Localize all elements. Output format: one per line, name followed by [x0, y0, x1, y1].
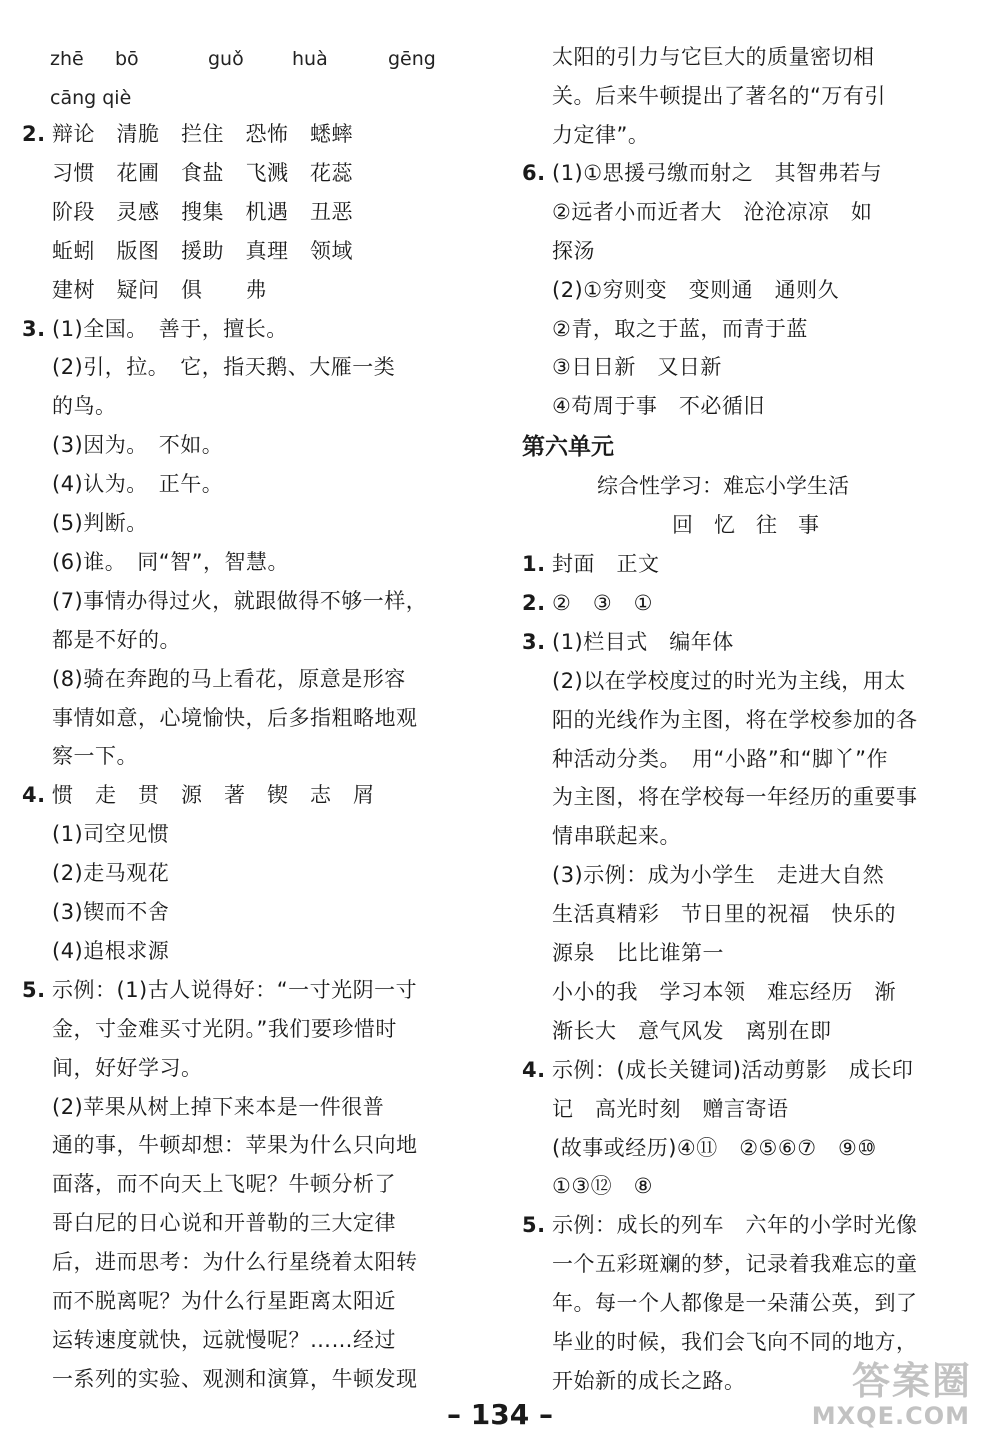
answer-line — [22, 858, 169, 888]
answer-text: (2)引，拉。 它，指天鹅、大雁一类 — [52, 355, 396, 380]
answer-line — [22, 158, 353, 188]
page-number: – 134 – — [447, 1398, 553, 1431]
pinyin: zhē — [50, 48, 84, 70]
answer-text: (8)骑在奔跑的马上看花，原意是形容 — [52, 666, 406, 691]
answer-line — [522, 1016, 832, 1046]
answer-text: ② ③ ① — [552, 590, 653, 615]
question-number: 3. — [522, 629, 546, 654]
answer-text: 阳的光线作为主图，将在学校参加的各 — [552, 707, 918, 732]
answer-text: ②青，取之于蓝，而青于蓝 — [552, 316, 808, 341]
question-number: 5. — [22, 977, 46, 1002]
answer-line — [522, 705, 918, 735]
watermark-url: MXQE.COM — [811, 1402, 970, 1430]
answer-text: 小小的我 学习本领 难忘经历 渐 — [552, 979, 896, 1004]
question-number: 1. — [522, 552, 546, 576]
answer-text: 关。后来牛顿提出了著名的“万有引 — [552, 83, 886, 108]
answer-text: (2)①穷则变 变则通 通则久 — [552, 277, 840, 302]
answer-line — [22, 819, 169, 849]
answer-text: 太阳的引力与它巨大的质量密切相 — [552, 45, 875, 69]
answer-text: 示例：成长的列车 六年的小学时光像 — [552, 1213, 918, 1238]
answer-text: 面落，而不向天上飞呢？牛顿分析了 — [52, 1172, 396, 1197]
answer-text: (2)苹果从树上掉下来本是一件很普 — [52, 1094, 385, 1119]
answer-line — [22, 1286, 396, 1316]
answer-line — [22, 119, 353, 149]
answer-line — [22, 741, 138, 771]
answer-text: 毕业的时候，我们会飞向不同的地方， — [552, 1330, 918, 1354]
answer-line — [522, 1210, 918, 1240]
answer-line — [22, 430, 223, 460]
answer-text: (1)司空见惯 — [52, 822, 170, 847]
answer-line — [522, 977, 896, 1007]
answer-text: (1)全国。 善于，擅长。 — [52, 316, 288, 341]
answer-text: 蚯蚓 版图 援助 真理 领域 — [52, 238, 353, 263]
answer-text: 力定律”。 — [552, 122, 650, 147]
answer-line — [522, 821, 681, 851]
answer-line — [22, 1053, 203, 1083]
answer-line — [522, 899, 896, 929]
answer-text: 阶段 灵感 搜集 机遇 丑恶 — [52, 199, 353, 224]
answer-line — [22, 625, 181, 655]
answer-text: 辩论 清脆 拦住 恐怖 蟋蟀 — [52, 122, 353, 146]
answer-line — [22, 508, 148, 538]
answer-text: 惯 走 贯 源 著 锲 志 屑 — [52, 783, 375, 808]
answer-line — [22, 1325, 396, 1355]
answer-text: 而不脱离呢？为什么行星距离太阳近 — [52, 1289, 396, 1313]
watermark-logo — [792, 1350, 972, 1434]
sub-title: 回 忆 往 事 — [672, 513, 819, 537]
answer-text: 种活动分类。 用“小路”和“脚丫”作 — [552, 746, 889, 771]
answer-text: (1)栏目式 编年体 — [552, 629, 734, 654]
answer-line — [522, 1055, 913, 1085]
answer-text: 一个五彩斑斓的梦，记录着我难忘的童 — [552, 1252, 918, 1277]
answer-line — [522, 1288, 918, 1318]
answer-line — [22, 391, 117, 421]
answer-text: 年。每一个人都像是一朵蒲公英，到了 — [552, 1291, 918, 1316]
answer-text: (2)以在学校度过的时光为主线，用太 — [552, 668, 906, 693]
answer-line — [22, 975, 417, 1005]
answer-text: 哥白尼的日心说和开普勒的三大定律 — [52, 1211, 396, 1236]
answer-text: ④苟周于事 不必循旧 — [552, 394, 765, 419]
answer-line — [522, 744, 888, 774]
answer-line — [22, 236, 353, 266]
answer-text: 后，进而思考：为什么行星绕着太阳转 — [52, 1250, 418, 1275]
pinyin: huà — [292, 48, 328, 70]
answer-text: 习惯 花圃 食盐 飞溅 花蕊 — [52, 160, 353, 185]
answer-text: 示例：(成长关键词)活动剪影 成长印 — [552, 1057, 914, 1082]
answer-line — [22, 936, 169, 966]
question-number: 3. — [22, 316, 46, 341]
pinyin: guǒ — [208, 48, 244, 70]
answer-text: (3)因为。 不如。 — [52, 433, 224, 458]
answer-text: 情串联起来。 — [552, 824, 681, 849]
answer-text: 源泉 比比谁第一 — [552, 941, 724, 965]
answer-line — [522, 860, 884, 890]
answer-line — [522, 275, 839, 305]
answer-text: 都是不好的。 — [52, 627, 181, 652]
answer-text: 示例：(1)古人说得好：“一寸光阴一寸 — [52, 977, 418, 1002]
answer-text: (3)示例：成为小学生 走进大自然 — [552, 863, 885, 888]
question-number: 2. — [522, 590, 546, 615]
answer-text: 金，寸金难买寸光阴。”我们要珍惜时 — [52, 1016, 397, 1041]
answer-text: 建树 疑问 俱 弗 — [52, 277, 267, 302]
answer-text: 通的事，牛顿却想：苹果为什么只向地 — [52, 1133, 418, 1158]
answer-line — [22, 197, 353, 227]
answer-text: 封面 正文 — [552, 552, 660, 576]
answer-line — [22, 897, 169, 927]
answer-text: (4)认为。 正午。 — [52, 472, 224, 497]
answer-text: (1)①思援弓缴而射之 其智弗若与 — [552, 161, 883, 186]
answer-text: (5)判断。 — [52, 511, 148, 535]
answer-line — [522, 549, 660, 579]
pinyin-row-2: cāng qiè — [50, 87, 132, 109]
answer-line — [522, 938, 724, 968]
pinyin: gēng — [388, 48, 436, 70]
answer-text: ①③⑫ ⑧ — [552, 1174, 653, 1199]
question-number: 6. — [522, 161, 546, 186]
answer-line — [22, 1169, 396, 1199]
answer-line — [22, 1247, 418, 1277]
answer-line — [522, 588, 653, 618]
answer-text: ③日日新 又日新 — [552, 355, 722, 380]
answer-line — [522, 42, 875, 72]
answer-line — [522, 314, 808, 344]
answer-line — [22, 664, 406, 694]
section-title: 综合性学习：难忘小学生活 — [597, 474, 849, 498]
answer-line — [522, 81, 886, 111]
answer-line — [22, 352, 395, 382]
answer-text: 事情如意，心境愉快，后多指粗略地观 — [52, 705, 418, 730]
answer-line — [522, 1171, 653, 1201]
answer-line — [22, 1130, 418, 1160]
question-number: 4. — [522, 1057, 546, 1082]
answer-text: (6)谁。 同“智”，智慧。 — [52, 549, 290, 574]
watermark-text: 答案圈 — [851, 1359, 972, 1403]
answer-line — [22, 314, 288, 344]
answer-text: 记 高光时刻 赠言寄语 — [552, 1096, 789, 1121]
question-number: 5. — [522, 1213, 546, 1238]
answer-line — [522, 197, 872, 227]
answer-text: 运转速度就快，远就慢呢？……经过 — [52, 1327, 396, 1352]
answer-line — [522, 158, 882, 188]
answer-line — [22, 469, 223, 499]
answer-text: 一系列的实验、观测和演算，牛顿发现 — [52, 1366, 418, 1391]
answer-line — [522, 627, 734, 657]
answer-text: (故事或经历)④⑪ ②⑤⑥⑦ ⑨⑩ — [552, 1135, 877, 1160]
answer-text: 探汤 — [552, 239, 595, 263]
answer-text: 渐长大 意气风发 离别在即 — [552, 1018, 832, 1043]
answer-line — [22, 703, 418, 733]
answer-text: (2)走马观花 — [52, 861, 170, 886]
answer-line — [22, 1092, 384, 1122]
answer-text: (7)事情办得过火，就跟做得不够一样， — [52, 588, 428, 613]
answer-line — [22, 547, 289, 577]
answer-line — [22, 275, 267, 305]
answer-line — [522, 1366, 746, 1396]
answer-line — [522, 782, 918, 812]
answer-line — [22, 780, 375, 810]
question-number: 2. — [22, 122, 46, 146]
answer-text: (4)追根求源 — [52, 938, 170, 963]
answer-line — [522, 120, 649, 150]
answer-line — [522, 352, 722, 382]
answer-line — [522, 391, 765, 421]
unit-heading: 第六单元 — [522, 434, 614, 460]
answer-text: 开始新的成长之路。 — [552, 1368, 746, 1393]
answer-line — [522, 236, 595, 266]
answer-line — [522, 1133, 877, 1163]
answer-text: 为主图，将在学校每一年经历的重要事 — [552, 785, 918, 810]
answer-text: ②远者小而近者大 沧沧凉凉 如 — [552, 200, 873, 225]
answer-line — [22, 1208, 396, 1238]
answer-text: (3)锲而不舍 — [52, 900, 170, 924]
pinyin: bō — [115, 48, 139, 70]
answer-line — [22, 586, 427, 616]
answer-text: 生活真精彩 节日里的祝福 快乐的 — [552, 902, 896, 927]
answer-line — [522, 1249, 918, 1279]
answer-text: 间，好好学习。 — [52, 1055, 203, 1080]
answer-line — [22, 1014, 397, 1044]
answer-text: 察一下。 — [52, 744, 138, 769]
question-number: 4. — [22, 783, 46, 808]
answer-text: 的鸟。 — [52, 394, 117, 419]
answer-line — [22, 1364, 418, 1394]
answer-line — [522, 666, 906, 696]
answer-line — [522, 1094, 789, 1124]
